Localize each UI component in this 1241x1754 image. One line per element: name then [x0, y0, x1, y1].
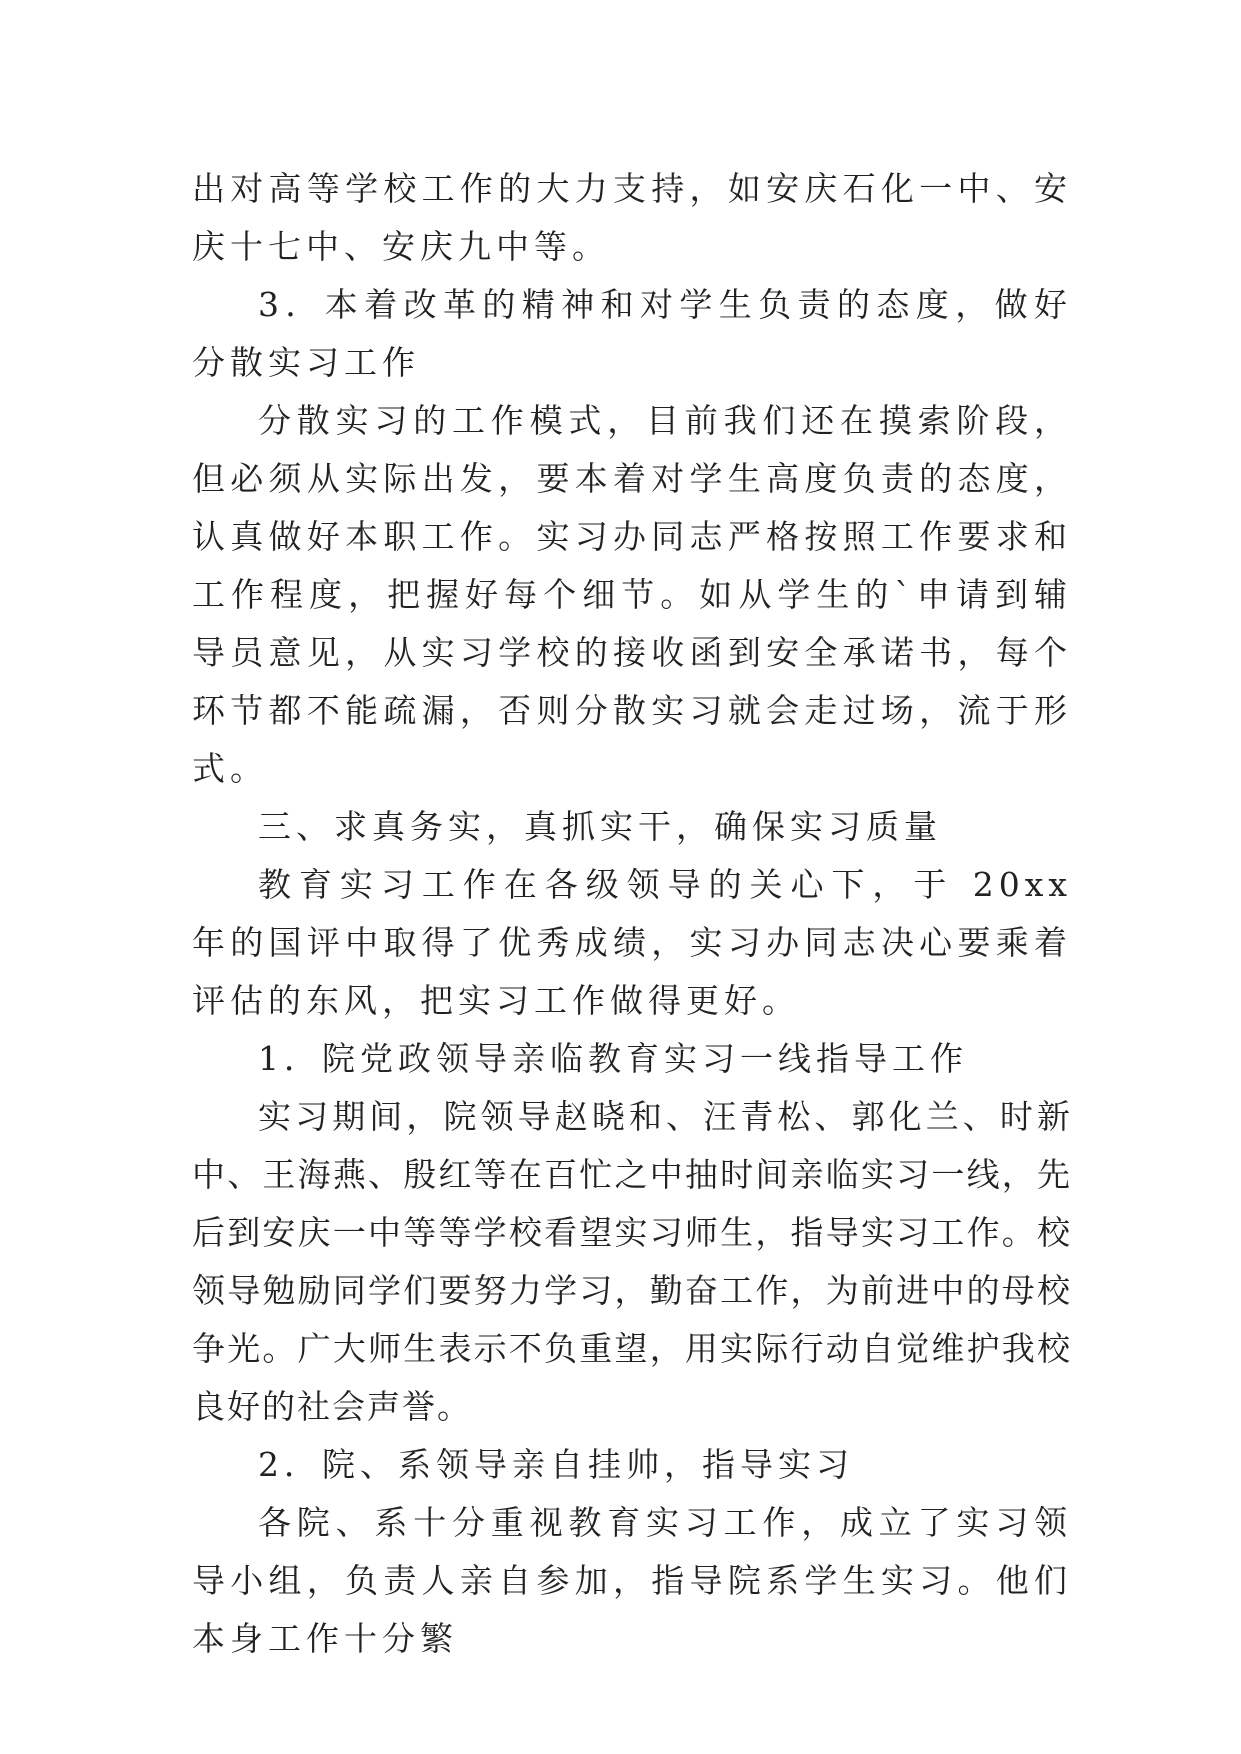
- paragraph-dispersed-internship: 分散实习的工作模式，目前我们还在摸索阶段，但必须从实际出发，要本着对学生高度负责的态度，认真做好本职工作。实习办同志严格按照工作要求和工作程度，把握好每个细节。如从学生的`申请到辅导员意见，从实习学校的接收函到安全承诺书，每个环节都不能疏漏，否则分散实习就会走过场，流于形式。: [192, 401, 1072, 788]
- heading-item-3: 3．本着改革的精神和对学生负责的态度，做好分散实习工作: [192, 285, 1072, 382]
- document-body: [192, 160, 1072, 1668]
- paragraph-department-leaders: 各院、系十分重视教育实习工作，成立了实习领导小组，负责人亲自参加，指导院系学生实习。他们本身工作十分繁: [192, 1503, 1072, 1658]
- paragraph-continuation: 出对高等学校工作的大力支持，如安庆石化一中、安庆十七中、安庆九中等。: [192, 169, 1072, 266]
- paragraph-leaders-visit: 实习期间，院领导赵晓和、汪青松、郭化兰、时新中、王海燕、殷红等在百忙之中抽时间亲临实习一线，先后到安庆一中等等学校看望实习师生，指导实习工作。校领导勉励同学们要努力学习，勤奋工作，为前进中的母校争光。广大师生表示不负重望，用实际行动自觉维护我校良好的社会声誉。: [192, 1097, 1072, 1426]
- heading-item-1: 1．院党政领导亲临教育实习一线指导工作: [258, 1039, 968, 1078]
- heading-item-2: 2．院、系领导亲自挂帅，指导实习: [258, 1445, 854, 1484]
- section-heading-three: 三、求真务实，真抓实干，确保实习质量: [258, 807, 942, 846]
- paragraph-evaluation: 教育实习工作在各级领导的关心下，于 20xx 年的国评中取得了优秀成绩，实习办同志决心要乘着评估的东风，把实习工作做得更好。: [192, 865, 1072, 1020]
